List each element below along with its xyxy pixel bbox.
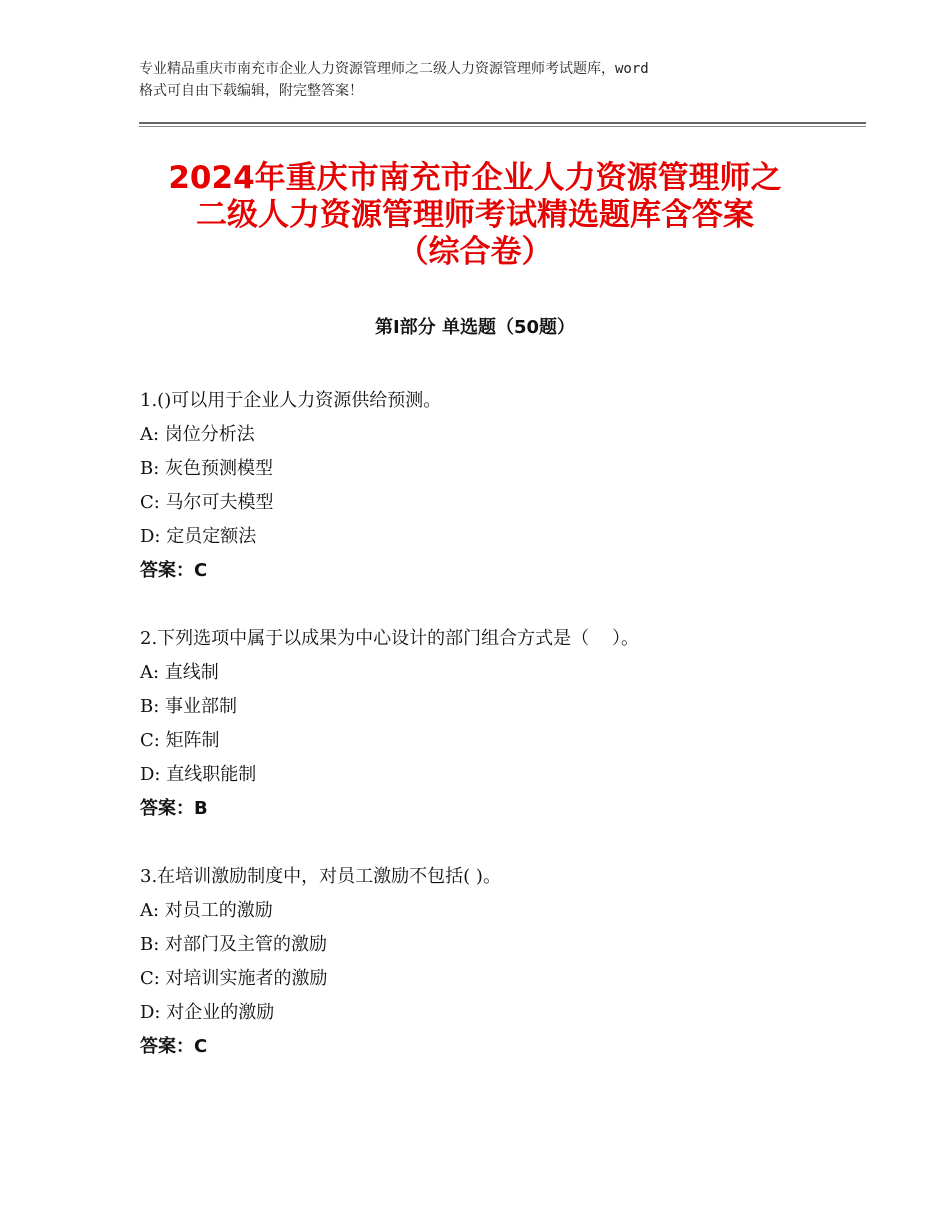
section-heading: 第Ⅰ部分 单选题（50题） (374, 317, 575, 338)
option-b: B: 对部门及主管的激励 (140, 934, 328, 955)
document-title (100, 160, 850, 271)
option-c: C: 对培训实施者的激励 (140, 968, 328, 989)
option-d: D: 直线职能制 (140, 764, 257, 785)
question-2 (140, 622, 840, 826)
option-b: B: 灰色预测模型 (140, 458, 274, 479)
question-1 (140, 384, 840, 588)
answer-key: 答案：B (140, 798, 208, 819)
option-a: A: 直线制 (140, 662, 219, 683)
header-note-line-1: 专业精品重庆市南充市企业人力资源管理师之二级人力资源管理师考试题库，word (139, 61, 649, 77)
option-c: C: 矩阵制 (140, 730, 220, 751)
document-title-line-2: 二级人力资源管理师考试精选题库含答案 (196, 197, 754, 233)
option-d: D: 定员定额法 (140, 526, 257, 547)
answer-key: 答案：C (140, 1036, 208, 1057)
header-note-line-2: 格式可自由下载编辑，附完整答案！ (139, 83, 363, 99)
header-note (139, 58, 829, 102)
question-stem: 1.()可以用于企业人力资源供给预测。 (140, 390, 442, 411)
question-3 (140, 860, 840, 1064)
option-a: A: 岗位分析法 (140, 424, 255, 445)
question-list (140, 384, 840, 1098)
option-d: D: 对企业的激励 (140, 1002, 275, 1023)
question-stem: 3.在培训激励制度中，对员工激励不包括( )。 (140, 866, 501, 887)
option-c: C: 马尔可夫模型 (140, 492, 274, 513)
document-title-line-3: （综合卷） (397, 234, 553, 270)
header-divider-thin (139, 126, 866, 127)
option-b: B: 事业部制 (140, 696, 238, 717)
question-stem: 2.下列选项中属于以成果为中心设计的部门组合方式是（ ）。 (140, 628, 640, 649)
document-title-line-1: 2024年重庆市南充市企业人力资源管理师之 (168, 160, 782, 196)
header-divider-thick (139, 122, 866, 124)
option-a: A: 对员工的激励 (140, 900, 273, 921)
answer-key: 答案：C (140, 560, 208, 581)
